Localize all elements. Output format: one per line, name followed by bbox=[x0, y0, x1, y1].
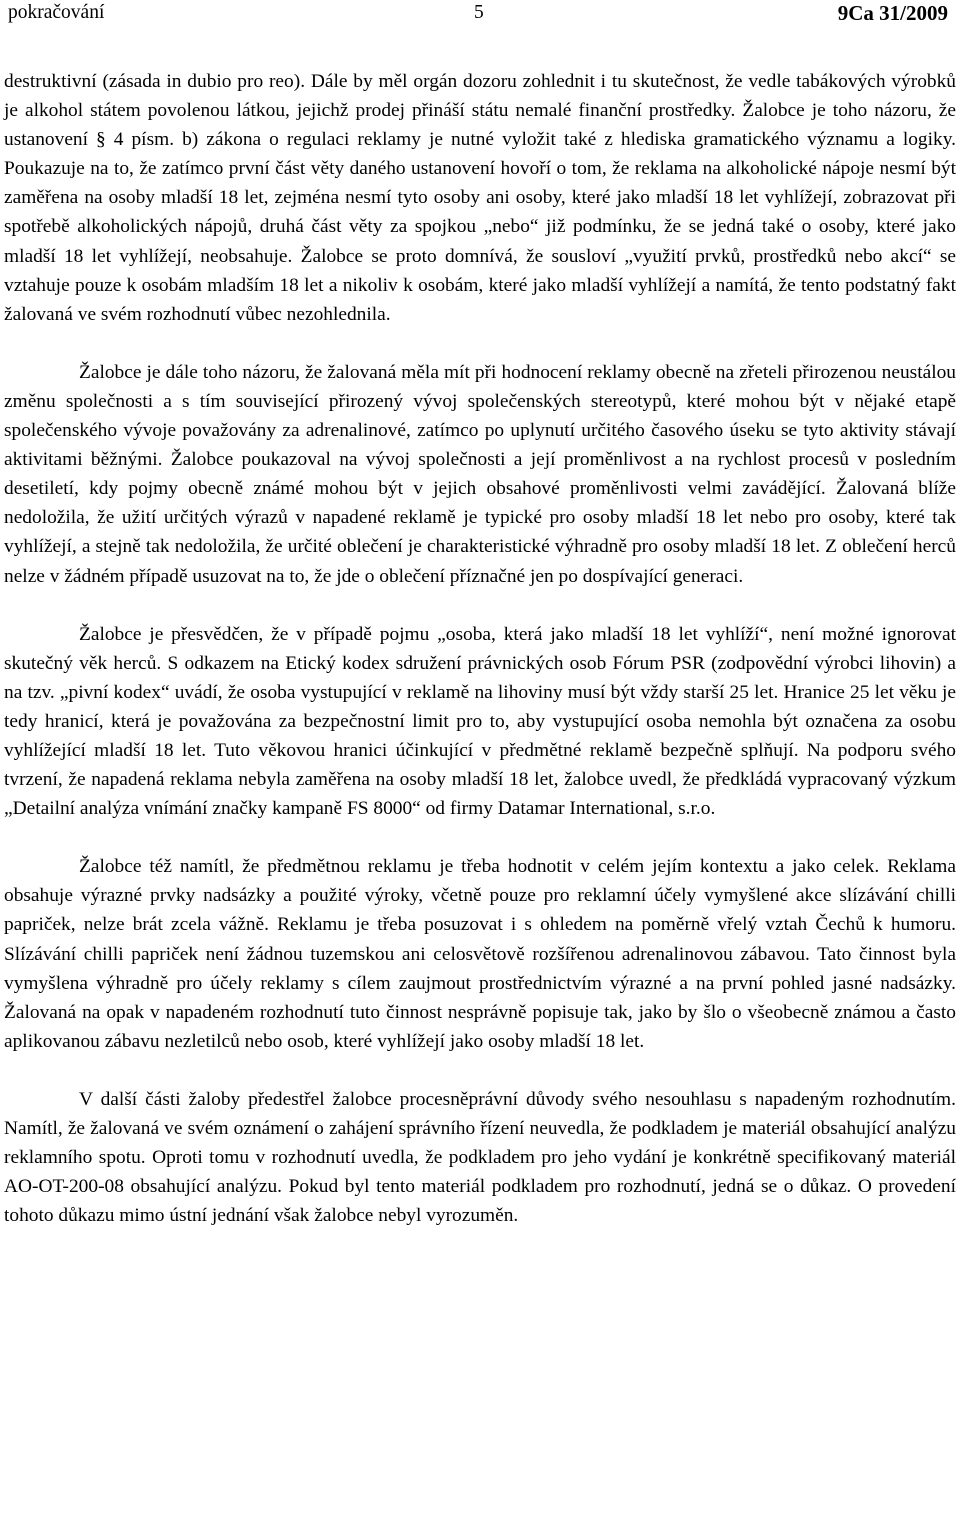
document-body bbox=[4, 67, 956, 1230]
paragraph-2: Žalobce je dále toho názoru, že žalovaná měla mít při hodnocení reklamy obecně na zřeteli přirozenou neustálou změnu společnosti a s tím související přirozený vývoj společenských stereotypů, které mohou být v nějaké etapě společenského vývoje považovány za adrenalinové, zatímco po uplynutí určitého časového úseku se tyto aktivity stávají aktivitami běžnými. Žalobce poukazoval na vývoj společnosti a její proměnlivost a na rychlost procesů v posledním desetiletí, kdy pojmy obecně známé mohou být v jejich obsahové proměnlivosti velmi zavádějící. Žalovaná blíže nedoložila, že užití určitých výrazů v napadené reklamě je typické pro osoby mladší 18 let nebo pro osoby, které tak vyhlížejí, a stejně tak nedoložila, že určité oblečení je charakteristické výhradně pro osoby mladší 18 let. Z oblečení herců nelze v žádném případě usuzovat na to, že jde o oblečení příznačné jen po dospívající generaci. bbox=[4, 361, 956, 587]
paragraph-1: destruktivní (zásada in dubio pro reo). Dále by měl orgán dozoru zohlednit i tu skutečnost, že vedle tabákových výrobků je alkohol státem povolenou látkou, jejichž prodej přináší státu nemalé finanční prostředky. Žalobce je toho názoru, že ustanovení § 4 písm. b) zákona o regulaci reklamy je nutné vyložit také z hlediska gramatického významu a logiky. Poukazuje na to, že zatímco první část věty daného ustanovení hovoří o tom, že reklama na alkoholické nápoje nesmí být zaměřena na osoby mladší 18 let, zejména nesmí tyto osoby ani osoby, které jako mladší 18 let vyhlížejí, zobrazovat při spotřebě alkoholických nápojů, druhá část věty za spojkou „nebo“ již podmínku, že se jedná také o osoby, které jako mladší 18 let vyhlížejí, neobsahuje. Žalobce se proto domnívá, že sousloví „využití prvků, prostředků nebo akcí“ se vztahuje pouze k osobám mladším 18 let a nikoliv k osobám, které jako mladší vyhlížejí a namítá, že tento podstatný fakt žalovaná ve svém rozhodnutí vůbec nezohlednila. bbox=[4, 71, 956, 325]
paragraph-4: Žalobce též namítl, že předmětnou reklamu je třeba hodnotit v celém jejím kontextu a jako celek. Reklama obsahuje výrazné prvky nadsázky a použité výroky, včetně pouze pro reklamní účely vymyšlené akce slízávání chilli papriček, nelze brát zcela vážně. Reklamu je třeba posuzovat i s ohledem na poměrně vřelý vztah Čechů k humoru. Slízávání chilli papriček není žádnou tuzemskou ani celosvětově rozšířenou adrenalinovou zábavou. Tato činnost byla vymyšlena výhradně pro účely reklamy s cílem zaujmout prostřednictvím výrazné a na první pohled jasné nadsázky. Žalovaná na opak v napadeném rozhodnutí tuto činnost nesprávně popisuje tak, jako by šlo o všeobecně známou a často aplikovanou zábavu nezletilců nebo osob, které vyhlížejí jako osoby mladší 18 let. bbox=[4, 856, 956, 1052]
page-header bbox=[4, 0, 956, 30]
case-number: 9Ca 31/2009 bbox=[837, 1, 948, 25]
paragraph-3: Žalobce je přesvědčen, že v případě pojmu „osoba, která jako mladší 18 let vyhlíží“, není možné ignorovat skutečný věk herců. S odkazem na Etický kodex sdružení právnických osob Fórum PSR (zodpovědní výrobci lihovin) a na tzv. „pivní kodex“ uvádí, že osoba vystupující v reklamě na lihoviny musí být vždy starší 25 let. Hranice 25 let věku je tedy hranicí, která je považována za bezpečnostní limit pro to, aby vystupující osoba nemohla být označena za osobu vyhlížející mladší 18 let. Tuto věkovou hranici účinkující v předmětné reklamě bezpečně splňují. Na podporu svého tvrzení, že napadená reklama nebyla zaměřena na osoby mladší 18 let, žalobce uvedl, že předkládá vypracovaný výzkum „Detailní analýza vnímání značky kampaně FS 8000“ od firmy Datamar International, s.r.o. bbox=[4, 623, 956, 820]
header-continuation-label: pokračování bbox=[8, 2, 105, 23]
page-number: 5 bbox=[474, 2, 484, 23]
paragraph-5: V další části žaloby předestřel žalobce procesněprávní důvody svého nesouhlasu s napadeným rozhodnutím. Namítl, že žalovaná ve svém oznámení o zahájení správního řízení neuvedla, že podkladem je materiál obsahující analýzu reklamního spotu. Oproti tomu v rozhodnutí uvedla, že podkladem pro jeho vydání je konkrétně specifikovaný materiál AO-OT-200-08 obsahující analýzu. Pokud byl tento materiál podkladem pro rozhodnutí, jedná se o důkaz. O provedení tohoto důkazu mimo ústní jednání však žalobce nebyl vyrozuměn. bbox=[4, 1088, 956, 1227]
